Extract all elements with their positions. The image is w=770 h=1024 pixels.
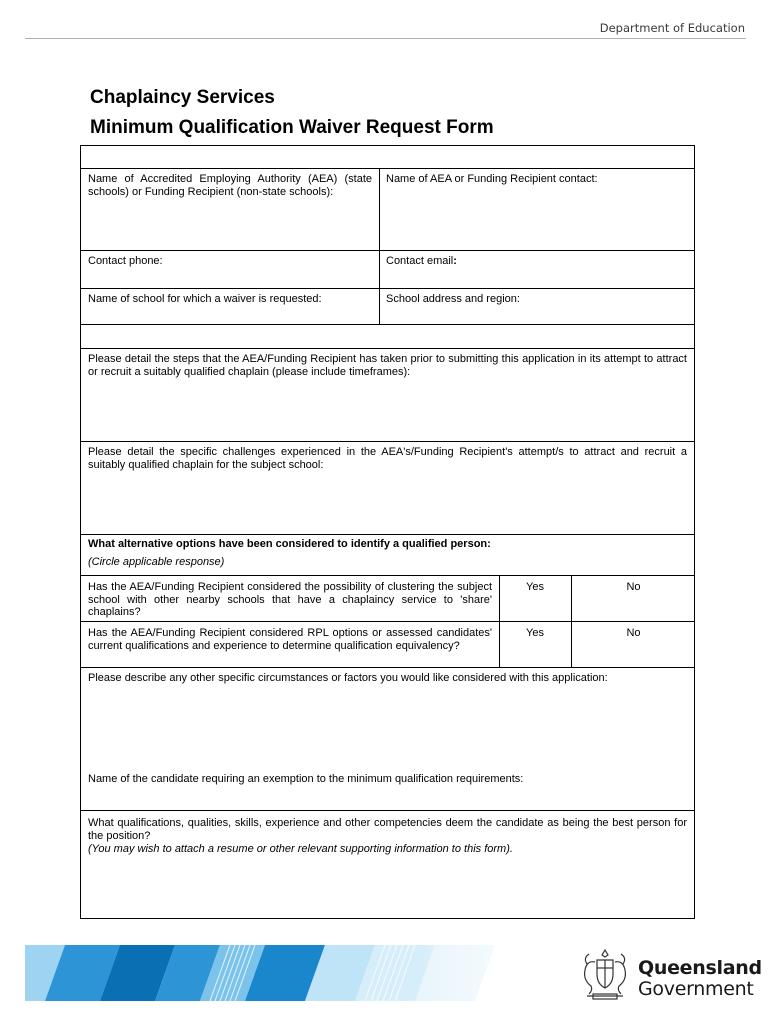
blank-separator-field[interactable] <box>81 324 694 348</box>
department-header: Department of Education <box>599 21 745 35</box>
school-name-field[interactable] <box>81 288 379 324</box>
circumstances-label: Please describe any other specific circumstances or factors you would like considered with this application: <box>88 672 608 684</box>
alternatives-note: (Circle applicable response) <box>88 555 225 568</box>
clustering-no-label: No <box>626 581 641 593</box>
blank-header-field[interactable] <box>81 146 694 168</box>
waiver-form <box>80 145 695 919</box>
aea-contact-field[interactable] <box>379 168 696 250</box>
footer-decorative-band <box>25 945 550 1001</box>
qualities-field[interactable] <box>81 810 694 918</box>
contact-phone-label: Contact phone: <box>88 255 163 267</box>
aea-name-field[interactable] <box>81 168 379 250</box>
challenges-field[interactable] <box>81 441 694 534</box>
contact-phone-field[interactable] <box>81 250 379 288</box>
school-name-label: Name of school for which a waiver is requested: <box>88 293 322 305</box>
page-title: Chaplaincy Services <box>90 87 275 108</box>
header-divider <box>25 38 746 39</box>
government-logo-text: Government <box>638 978 754 1000</box>
contact-email-field[interactable] <box>379 250 696 288</box>
rpl-no-label: No <box>626 627 641 639</box>
clustering-yes-option[interactable] <box>499 575 571 621</box>
rpl-yes-label: Yes <box>526 627 544 639</box>
candidate-label: Name of the candidate requiring an exemption to the minimum qualification requirements: <box>88 773 524 785</box>
school-address-label: School address and region: <box>386 293 520 305</box>
clustering-question <box>81 575 499 621</box>
queensland-logo-text: Queensland <box>638 957 762 979</box>
rpl-yes-option[interactable] <box>499 621 571 667</box>
band-fade <box>25 945 550 1001</box>
rpl-question-text: Has the AEA/Funding Recipient considered RPL options or assessed candidates' current qualifications and experience to determine qualification equivalency? <box>88 627 492 652</box>
clustering-yes-label: Yes <box>526 581 544 593</box>
qualities-note: (You may wish to attach a resume or other relevant supporting information to this form). <box>88 843 513 855</box>
contact-email-colon: : <box>453 255 457 267</box>
school-address-field[interactable] <box>379 288 696 324</box>
steps-field[interactable] <box>81 348 694 441</box>
contact-email-label: Contact email <box>386 255 454 267</box>
clustering-question-text: Has the AEA/Funding Recipient considered the possibility of clustering the subject school with other nearby schools that have a chaplaincy service to 'share' chaplains? <box>88 581 492 618</box>
steps-label: Please detail the steps that the AEA/Funding Recipient has taken prior to submitting this application in its attempt to attract or recruit a suitably qualified chaplain (please include timeframes): <box>88 353 687 378</box>
alternatives-section <box>81 534 694 575</box>
coat-of-arms-icon <box>575 944 635 1004</box>
alternatives-heading: What alternative options have been considered to identify a qualified person: <box>88 538 491 550</box>
aea-contact-label: Name of AEA or Funding Recipient contact: <box>386 173 598 185</box>
challenges-label: Please detail the specific challenges experienced in the AEA's/Funding Recipient's attempt/s to attract and recruit a suitably qualified chaplain for the subject school: <box>88 446 687 471</box>
qualities-label: What qualifications, qualities, skills, experience and other competencies deem the candidate as being the best person for the position? <box>88 817 687 842</box>
form-title: Minimum Qualification Waiver Request Form <box>90 117 494 138</box>
clustering-no-option[interactable] <box>571 575 696 621</box>
circumstances-field[interactable] <box>81 667 694 810</box>
rpl-no-option[interactable] <box>571 621 696 667</box>
rpl-question <box>81 621 499 667</box>
aea-name-label: Name of Accredited Employing Authority (AEA) (state schools) or Funding Recipient (non-state schools): <box>88 173 372 198</box>
